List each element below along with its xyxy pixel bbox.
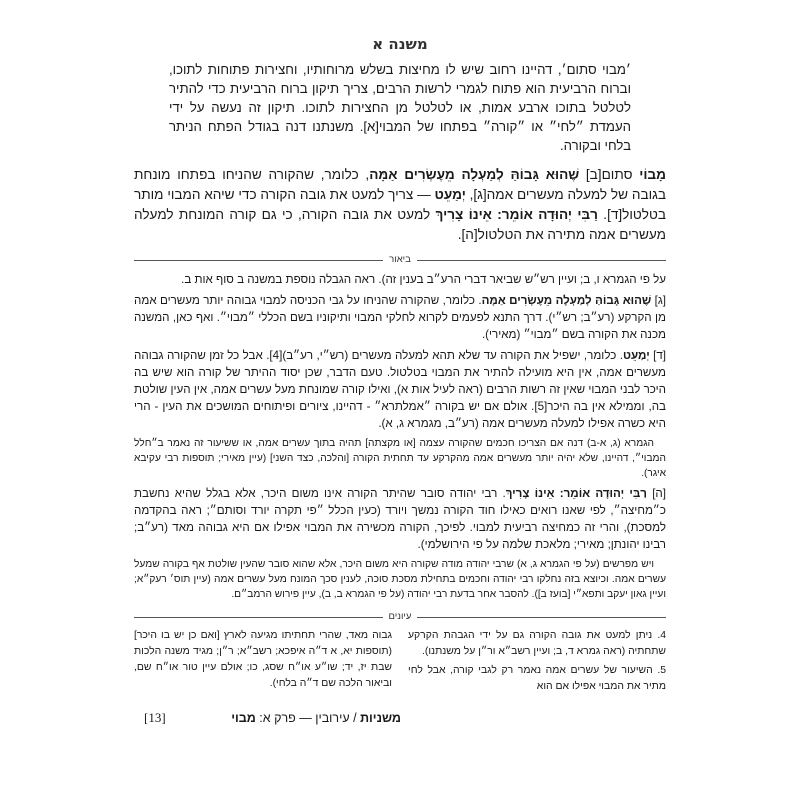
text-run: . רבי יהודה סובר שהיתר הקורה אינו משום היכר, אלא בגלל שהיא נחשבת כ״מחיצה״, לפי שאנו רואים כאילו חוד הקורה נמשך ויורד (כעין הכלל ״פי תקרה יורד וסותם״; ראה בהקדמה למסכת), והרי זה כמחיצה רביעית למבוי. לפיכך, הקורה מכשירה את המבוי אפילו אם היא גבוהה מאד (רע״ב; רבינו יהונתן; מאירי; מלאכת שלמה על פי הירושלמי).	[134, 487, 666, 551]
divider-label: עיונים	[388, 611, 412, 622]
page-footer	[134, 708, 666, 728]
commentary-paragraph	[134, 347, 666, 432]
intro-paragraph	[169, 60, 631, 155]
commentary-note	[134, 436, 666, 481]
divider-line	[134, 617, 383, 618]
text-run: למעט את גובה הקורה, כי גם קורה המונחת למעלה מעשרים אמה מתירה את הטלטול[ה].	[134, 207, 666, 242]
tractate-name: עירובין — פרק א:	[255, 711, 350, 725]
commentary	[134, 271, 666, 602]
text-run: הגמרא (ג, א-ב) דנה אם הצריכו חכמים שהקורה עצמה [או מקצתה] תהיה בתוך עשרים אמה, או ששיעור זה נאמר ב״חלל המבוי״, דהיינו, שלא יהיה יותר מעשרים אמה מהקרקע עד תחתית הקורה [והלכה, כצד השני] (עיין מאירי; תוספות רבי עקיבא איגר).	[134, 438, 666, 479]
text-run: סתום[ב]	[579, 167, 640, 182]
divider-line	[417, 617, 666, 618]
commentary-paragraph	[134, 485, 666, 553]
text-run: ויש מפרשים (על פי הגמרא ג, א) שרבי יהודה מודה שקורה היא משום היכר, אלא שהוא סובר שהעין שולטת אף בקורה שמעל עשרים אמה. וכיוצא בזה נחלקו רבי יהודה וחכמים בתחילת מסכת סוכה, לענין סכך המונח מעל עשרים אמה (עיין תוס׳ רעק״א; ועיין גאון יעקב ותפא״י [בועז ב]). להסבר אחר בדעת רבי יהודה (על פי הגמרא ב, ב), עיין פירוש הרמב״ם.	[134, 559, 666, 600]
text-run: גבוה מאד, שהרי תחתיתו מגיעה לארץ [ואם כן יש בו היכר] (תוספות יא, א ד״ה איפכא; רשב״א; ר״ן; מגיד משנה הלכות שבת יז, יד; שו״ע או״ח שסג, כו; אולם עיין טור או״ח שם, וביאור הלכה שם ד״ה בלחי).	[134, 630, 392, 689]
commentary-note	[134, 557, 666, 602]
commentary-paragraph	[134, 271, 666, 288]
bold-lemma: יְמַעֵט	[622, 349, 650, 362]
biur-divider	[134, 253, 666, 267]
section-title: משנה א	[372, 35, 428, 53]
bold-lemma: רַבִּי יְהוּדָה אוֹמֵר: אֵינוֹ צָרִיךְ	[505, 487, 647, 500]
divider-label: ביאור	[389, 254, 411, 265]
paragraph	[408, 663, 666, 695]
text-run: על פי הגמרא ו, ב; ועיין רש״ש שביאר דברי הרע״ב בענין זה). ראה הגבלה נוספת במשנה ב סוף אות ב.	[181, 273, 666, 286]
text-run: . כלומר, שהקורה שהניחו על גבי הכניסה למבוי גבוהה יותר מעשרים אמה מן הקרקע (רע״ב; רש״י). דרך התנא לפעמים לקרוא לחלקי המבוי ותיקוניו בשם הכללי ״מבוי״. ואף כאן, המשנה מכנה את הקורה בשם ״מבוי״ (מאירי).	[134, 294, 666, 341]
paragraph	[408, 628, 666, 660]
divider-line	[134, 260, 383, 261]
page	[134, 0, 666, 740]
running-header	[231, 708, 401, 728]
text-run: , כלומר, שהקורה שהניחו בפתחו מונחת בגובה של למעלה מעשרים אמה[ג],	[134, 167, 666, 202]
bold-lemma: רַבִּי יְהוּדָה אוֹמֵר: אֵינוֹ צָרִיךְ	[435, 207, 598, 222]
paragraph	[134, 628, 392, 692]
text-run: . כלומר, ישפיל את הקורה עד שלא תהא למעלה מעשרים (רש״י, רע״ב)[4]. אבל כל זמן שהקורה גבוהה מעשרים אמה, אין היא מועילה להתיר את המבוי בטלטול. טעם הדבר, שכן יסוד ההיתר של קורה הוא שיש בה היכר לבני המבוי שאין זה רשות הרבים (ראה לעיל אות א), ואילו קורה שמונחת מעל עשרים אמה, אין העין שולטת בה, וממילא אין בה היכר[5]. אולם אם יש בקורה ״אמלתרא״ - דהיינו, ציורים ופיתוחים המושכים את העין - הרי היא כשרה אפילו למעלה מעשרים אמה (רע״ב, מגמרא ג, א).	[134, 349, 666, 430]
text-run: [ד]	[649, 349, 667, 362]
bold-lemma: יְמַעֵט	[434, 187, 466, 202]
footnotes-left-column	[134, 628, 392, 695]
iyunim-divider	[134, 610, 666, 624]
text-run: — צריך למעט את גובה הקורה כדי שיהא המבוי מותר בטלטול[ד].	[134, 187, 666, 222]
text-run: [ג]	[651, 294, 666, 307]
paragraph	[134, 165, 666, 245]
text-run: 5. השיעור של עשרים אמה נאמר רק לגבי קורה, אבל לחי מתיר את המבוי אפילו אם הוא	[408, 665, 666, 692]
text-run: 4. ניתן למעט את גובה הקורה גם על ידי הגבהת הקרקע שתחתיה (ראה גמרא ד, ב; ועיין רשב״א ור״ן על משנתנו).	[408, 630, 666, 657]
chapter-name: מבוי	[231, 711, 256, 725]
divider-line	[417, 260, 666, 261]
text-run: ׳מבוי סתום׳, דהיינו רחוב שיש לו מחיצות בשלש מרוחותיו, וחצירות פתוחות לתוכו, וברוח הרביעית הוא פתוח לגמרי לרשות הרבים, צריך תיקון ברוח הרביעית כדי להתיר לטלטל בתוכו ארבע אמות, או לטלטל מן החצירות לתוכו. תיקון זה נעשה על ידי העמדת ״לחי״ או ״קורה״ בפתחו של המבוי[א]. משנתנו דנה בגודל הפתח הניתר בלחי ובקורה.	[169, 62, 631, 153]
bold-lemma: שֶׁהוּא גָּבוֹהַּ לְמַעְלָה מֵעֶשְׂרִים אַמָּה	[369, 167, 580, 182]
header-separator: /	[349, 711, 361, 725]
text-run: [ה]	[646, 487, 666, 500]
footnotes-right-column	[408, 628, 666, 698]
commentary-paragraph	[134, 292, 666, 343]
paragraph	[169, 60, 631, 155]
book-name: משניות	[360, 711, 401, 725]
bold-lemma: מָבוֹי	[639, 167, 666, 182]
footnotes	[134, 628, 666, 698]
bold-lemma: שֶׁהוּא גָּבוֹהַּ לְמַעְלָה מֵעֶשְׂרִים אַמָּה	[481, 294, 652, 307]
mishnah-text	[134, 165, 666, 245]
page-number: [13]	[144, 710, 166, 725]
